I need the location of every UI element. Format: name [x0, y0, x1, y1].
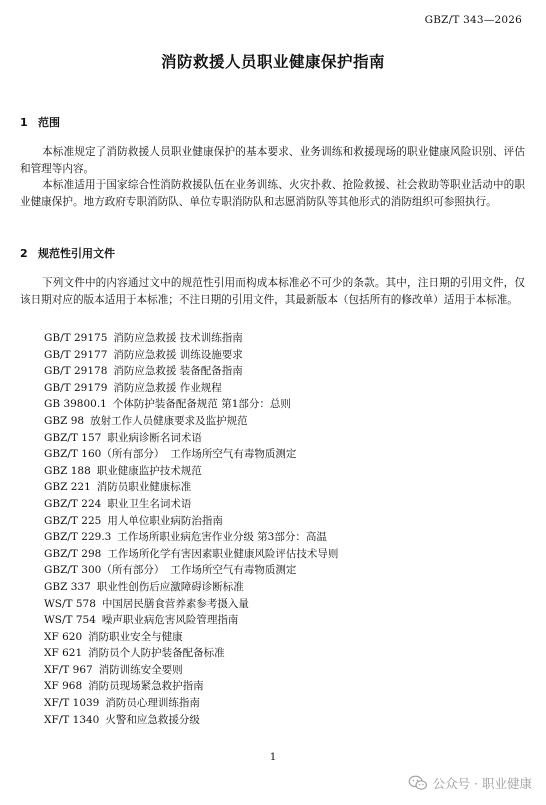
reference-title: 职业病诊断名词术语 [107, 431, 202, 444]
list-item [44, 645, 338, 662]
section-heading-scope [20, 114, 60, 130]
reference-title: 火警和应急救援分级 [105, 713, 200, 726]
reference-list [44, 330, 338, 728]
reference-code: GBZ/T 300（所有部分） [44, 564, 165, 577]
reference-title: 用人单位职业病防治指南 [107, 514, 223, 527]
watermark-text: 公众号 · 职业健康 [432, 776, 532, 791]
list-item [44, 629, 338, 646]
section-heading-normative-references [20, 245, 115, 261]
list-item [44, 413, 338, 430]
reference-code: GBZ/T 160（所有部分） [44, 448, 165, 461]
reference-title: 消防职业安全与健康 [88, 630, 183, 643]
reference-code: GBZ/T 224 [44, 497, 102, 510]
list-item [44, 430, 338, 447]
list-item [44, 446, 338, 463]
list-item [44, 380, 338, 397]
reference-code: GBZ/T 229.3 [44, 531, 112, 544]
reference-code: GB/T 29177 [44, 348, 108, 361]
reference-code: GBZ/T 157 [44, 431, 102, 444]
list-item [44, 712, 338, 729]
list-item [44, 347, 338, 364]
reference-title: 工作场所化学有害因素职业健康风险评估技术导则 [107, 547, 339, 560]
page-number: 1 [269, 752, 277, 763]
reference-title: 噪声职业病危害风险管理指南 [101, 614, 239, 627]
list-item [44, 695, 338, 712]
reference-title: 工作场所空气有毒物质测定 [170, 448, 297, 461]
reference-title: 放射工作人员健康要求及监护规范 [90, 414, 248, 427]
reference-title: 消防应急救援 装备配备指南 [113, 365, 243, 378]
reference-title: 消防应急救援 技术训练指南 [113, 332, 243, 344]
reference-title: 工作场所职业病危害作业分级 第3部分：高温 [117, 531, 327, 544]
list-item [44, 662, 338, 679]
reference-code: XF 968 [44, 680, 83, 693]
reference-code: WS/T 578 [44, 597, 96, 610]
reference-code: WS/T 754 [44, 614, 96, 627]
reference-code: GB/T 29178 [44, 365, 108, 378]
reference-title: 职业健康监护技术规范 [96, 464, 202, 477]
reference-title: 消防应急救援 训练设施要求 [113, 348, 243, 361]
reference-code: XF/T 1039 [44, 697, 100, 710]
page-title: 消防救援人员职业健康保护指南 [160, 53, 385, 71]
list-item [44, 596, 338, 613]
section-number: 2 [20, 247, 28, 260]
reference-code: GBZ 98 [44, 414, 85, 427]
list-item [44, 562, 338, 579]
reference-code: GBZ/T 225 [44, 514, 102, 527]
reference-title: 职业卫生名词术语 [107, 497, 192, 510]
reference-title: 消防训练安全要则 [98, 663, 183, 676]
list-item [44, 546, 338, 563]
list-item [44, 529, 338, 546]
list-item [44, 363, 338, 380]
reference-title: 消防员职业健康标准 [96, 481, 192, 494]
reference-code: GB 39800.1 [44, 398, 107, 411]
paragraph: 本标准适用于国家综合性消防救援队伍在业务训练、火灾扑救、抢险救援、社会救助等职业活动中的职业健康保护。地方政府专职消防队、单位专职消防队和志愿消防队等其他形式的消防组织可参照执行。 [20, 179, 525, 208]
reference-code: GBZ 188 [44, 464, 91, 477]
standard-code: GBZ/T 343—2026 [424, 14, 522, 26]
list-item [44, 479, 338, 496]
reference-code: GB/T 29179 [44, 381, 108, 394]
section-title: 范围 [38, 116, 60, 129]
reference-title: 消防员现场紧急救护指南 [88, 680, 204, 693]
reference-code: GB/T 29175 [44, 332, 108, 344]
list-item [44, 579, 338, 596]
reference-title: 消防员个人防护装备配备标准 [88, 647, 225, 660]
section-number: 1 [20, 116, 28, 129]
watermark [408, 774, 532, 792]
list-item [44, 396, 338, 413]
reference-title: 工作场所空气有毒物质测定 [170, 564, 297, 577]
list-item [44, 612, 338, 629]
reference-code: GBZ/T 298 [44, 547, 102, 560]
list-item [44, 496, 338, 513]
reference-code: GBZ 221 [44, 481, 91, 494]
paragraph: 本标准规定了消防救援人员职业健康保护的基本要求、业务训练和救援现场的职业健康风险识别、评估和管理等内容。 [20, 146, 525, 175]
paragraph: 下列文件中的内容通过文中的规范性引用而构成本标准必不可少的条款。其中，注日期的引用文件，仅该日期对应的版本适用于本标准；不注日期的引用文件，其最新版本（包括所有的修改单）适用于本标准。 [20, 277, 525, 306]
reference-code: XF 621 [44, 647, 83, 660]
section-title: 规范性引用文件 [38, 247, 115, 260]
reference-title: 中国居民膳食营养素参考摄入量 [101, 597, 249, 610]
reference-title: 消防应急救援 作业规程 [113, 381, 222, 394]
list-item [44, 678, 338, 695]
list-item [44, 330, 338, 347]
reference-code: XF/T 967 [44, 663, 93, 676]
reference-code: XF/T 1340 [44, 713, 100, 726]
reference-title: 职业性创伤后应激障碍诊断标准 [96, 580, 244, 593]
reference-title: 个体防护装备配备规范 第1部分：总则 [112, 398, 291, 411]
reference-code: XF 620 [44, 630, 83, 643]
wechat-icon [408, 775, 428, 791]
list-item [44, 463, 338, 480]
reference-code: GBZ 337 [44, 580, 91, 593]
reference-title: 消防员心理训练指南 [105, 697, 200, 710]
list-item [44, 513, 338, 530]
